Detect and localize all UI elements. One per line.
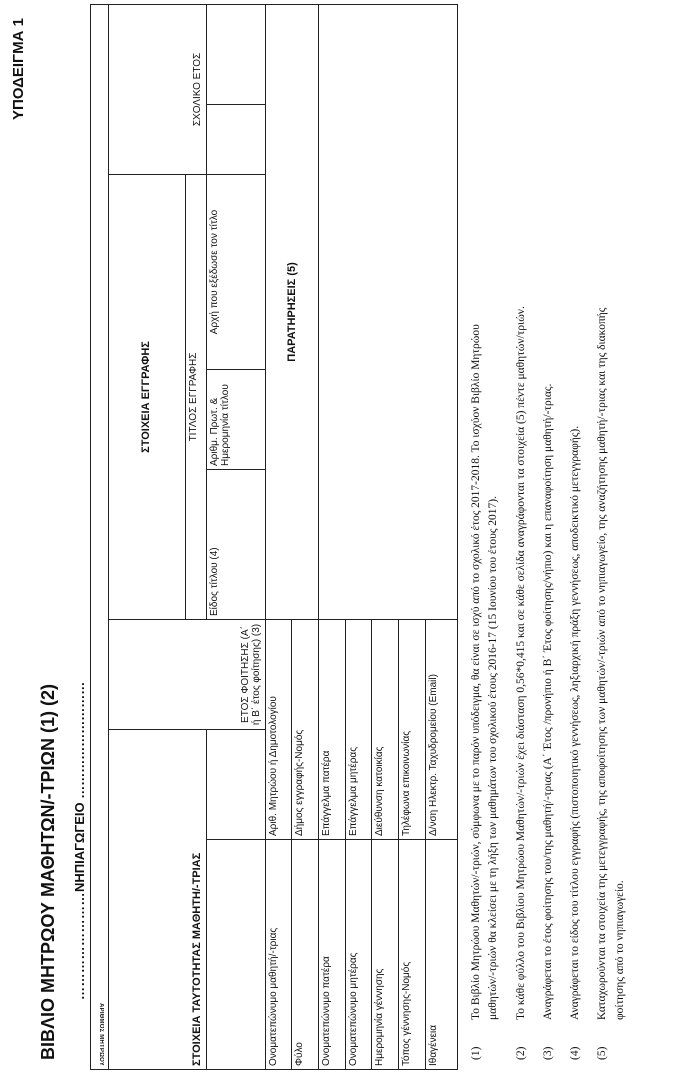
- field-label: Ονοματεπώνυμο μαθητή/-τριας: [267, 927, 279, 1066]
- footnote: [594, 10, 629, 1060]
- identity-row-1-right: [265, 620, 292, 840]
- protocol-number-text: Αριθμ. Πρωτ. & Ημερομηνία τίτλου: [208, 384, 232, 466]
- am-row: [91, 4, 109, 1069]
- identity-row-5-left: [372, 840, 399, 1070]
- remarks-body: [319, 4, 458, 619]
- identity-row-4-right: [345, 620, 372, 840]
- footnote: [567, 10, 584, 1060]
- school-year-text: ΣΧΟΛΙΚΟ ΕΤΟΣ: [192, 52, 204, 127]
- field-label: Τόπος γέννησης-Νομός: [401, 961, 413, 1066]
- footnote-line: φοίτησης από το νηπιαγωγείο.: [613, 880, 626, 1020]
- footnote-line: μαθητών/-τριών θα κλείσει με τη λήξη των μαθημάτων του σχολικού έτους 2016-17 (15 Ιουνίου του έτους 2017).: [487, 496, 500, 1020]
- footnote-number: (3): [541, 1046, 554, 1060]
- footnote: [540, 10, 557, 1060]
- identity-row-6-left: [399, 840, 426, 1070]
- year-of-attendance-text: ΕΤΟΣ ΦΟΙΤΗΣΗΣ (Α΄ ή Β΄ έτος φοίτησης) (3): [239, 623, 263, 726]
- identity-row-3-right: [319, 620, 346, 840]
- footnote-line: Αναγράφεται το είδος του τίτλου εγγραφής (πιστοποιητικό γεννήσεως, ληξιαρχική πράξη γεννήσεως, αποδεικτικό μετεγγραφής).: [569, 425, 581, 1020]
- identity-spacer: [206, 840, 265, 1070]
- issuing-authority-text: Αρχή που εξέδωσε τον τίτλο: [208, 209, 220, 335]
- issuing-authority: [206, 175, 265, 370]
- footnote-line: Καταχωρούνται τα στοιχεία της μετεγγραφής, της αποφοίτησης των μαθητών/-τριών από το νηπιαγωγείο, της αναζήτησης μαθητή/-τριας και της διακοπής: [596, 307, 609, 1020]
- footnote-number: (1): [470, 1046, 482, 1060]
- footnote-number: (5): [596, 1046, 609, 1060]
- am-label: ΑΡΙΘΜΟΣ ΜΗΤΡΩΟΥ: [97, 1003, 104, 1066]
- page-title: ΒΙΒΛΙΟ ΜΗΤΡΩΟΥ ΜΑΘΗΤΩΝ/-ΤΡΙΩΝ (1) (2): [38, 684, 58, 1060]
- enrollment-header-text: ΣΤΟΙΧΕΙΑ ΕΓΓΡΑΦΗΣ: [140, 341, 153, 453]
- title-type-text: Είδος τίτλου (4): [208, 547, 220, 616]
- footnotes: [468, 10, 639, 1060]
- identity-row-7-right: [425, 620, 457, 840]
- field-label: Επάγγελμα πατέρα: [321, 750, 333, 836]
- remarks-header: [265, 4, 318, 619]
- school-dots: ……………………: [72, 892, 87, 1000]
- year-of-attendance: [108, 620, 265, 730]
- footnote-text: [567, 10, 584, 1020]
- school-name-line: [72, 682, 87, 1000]
- footnote-text: [594, 10, 629, 1020]
- protocol-number: [206, 370, 265, 470]
- footnote-text: [540, 10, 557, 1020]
- identity-row-3-left: [319, 840, 346, 1070]
- footnote-text: [513, 10, 530, 1020]
- identity-row-2-right: [292, 620, 319, 840]
- footnote: [468, 10, 503, 1060]
- field-label: Διεύθυνση κατοικίας: [374, 746, 386, 836]
- field-label: Ημερομηνία γέννησης: [374, 968, 386, 1066]
- title-header-text: ΤΙΤΛΟΣ ΕΓΓΡΑΦΗΣ: [187, 352, 199, 442]
- field-label: Επάγγελμα μητέρας: [347, 746, 359, 836]
- identity-header-text: ΣΤΟΙΧΕΙΑ ΤΑΥΤΟΤΗΤΑΣ ΜΑΘΗΤΗ/-ΤΡΙΑΣ: [191, 852, 204, 1066]
- field-label: Αριθ. Μητρώου ή Δημοτολογίου: [267, 696, 279, 836]
- field-label: Δ/νση Ηλεκτρ. Ταχυδρομείου (Email): [427, 674, 439, 836]
- field-label: Ιθαγένεια: [427, 1024, 439, 1066]
- title-type: [206, 470, 265, 620]
- identity-header: [108, 730, 206, 1070]
- identity-row-4-left: [345, 840, 372, 1070]
- identity-row-1-left: [265, 840, 292, 1070]
- footnote-line: Το κάθε φύλλο του Βιβλίου Μητρώου Μαθητών/-τριών έχει διάσταση 0,56*0,415 και σε κάθε σελίδα αναγράφονται τα στοιχεία (5) πέντε μαθητών/τριών.: [514, 306, 527, 1020]
- identity-row-5-right: [372, 620, 399, 840]
- identity-row-6-right: [399, 620, 426, 840]
- footnote-text: [468, 10, 503, 1020]
- field-label: Ονοματεπώνυμο πατέρα: [321, 956, 333, 1066]
- identity-row-2-left: [292, 840, 319, 1070]
- sample-label: ΥΠΟΔΕΙΓΜΑ 1: [10, 18, 27, 120]
- enrollment-header: [108, 175, 185, 620]
- school-label: ΝΗΠΙΑΓΩΓΕΙΟ ………………………: [72, 681, 87, 892]
- remarks-text: ΠΑΡΑΤΗΡΗΣΕΙΣ (5): [285, 262, 298, 362]
- footnote-number: (4): [569, 1046, 581, 1060]
- field-label: Ονοματεπώνυμο μητέρας: [347, 952, 359, 1066]
- title-header: [185, 175, 206, 620]
- field-label: Δήμος εγγραφής-Νομός: [294, 729, 306, 836]
- field-label: Τηλέφωνα επικοινωνίας: [401, 730, 413, 836]
- register-table: [90, 4, 458, 1070]
- footnote: [513, 10, 530, 1060]
- school-year-cell-2: [206, 4, 265, 104]
- school-year-cell: [206, 105, 265, 175]
- identity-spacer-2: [206, 730, 265, 840]
- footnote-line: Αναγράφεται το έτος φοίτησης του/της μαθητή/-τριας (Α΄ Έτος /προνήπιο ή Β΄ Έτος φοίτησης/νήπιο) και η επαναφοίτηση μαθητή/-τριας.: [541, 383, 554, 1020]
- school-year-header: [108, 4, 206, 174]
- footnote-number: (2): [514, 1046, 527, 1060]
- field-label: Φύλο: [294, 1042, 306, 1066]
- identity-row-7-left: [425, 840, 457, 1070]
- footnote-line: Το Βιβλίο Μητρώου Μαθητών/-τριών, σύμφωνα με το παρόν υπόδειγμα, θα είναι σε ισχύ από το σχολικό έτος 2017-2018. Το ισχύον Βιβλίο Μητρώου: [470, 324, 482, 1020]
